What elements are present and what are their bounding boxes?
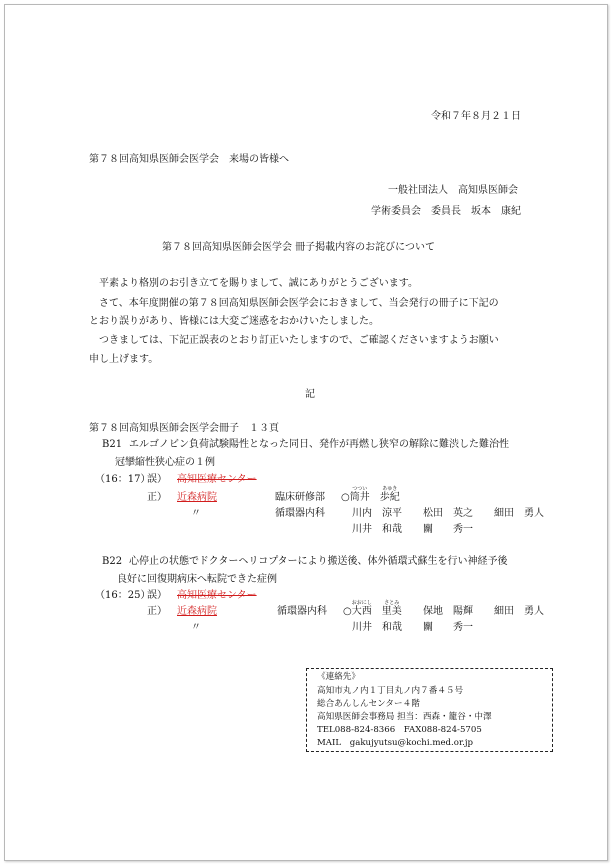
entry-b21-presenter bbox=[341, 486, 400, 504]
entry-b21-coauthor: 松田 英之 bbox=[423, 508, 473, 519]
contact-phone-fax: TEL088-824-8366 FAX088-824-5705 bbox=[317, 725, 482, 735]
entry-b22-wrong-label: 誤） bbox=[147, 590, 167, 601]
entry-b22-dept: 循環器内科 bbox=[277, 606, 327, 617]
sender-organization: 一般社団法人 高知県医師会 bbox=[388, 185, 518, 196]
contact-box bbox=[306, 668, 553, 752]
body-line-3: とおり誤りがあり、皆様には大変ご迷惑をおかけいたしました。 bbox=[89, 316, 379, 327]
contact-heading: 《連絡先》 bbox=[317, 672, 360, 682]
document-page bbox=[4, 4, 608, 861]
addressee: 第７８回高知県医師会医学会 来場の皆様へ bbox=[89, 154, 289, 165]
entry-b22-presenter bbox=[343, 600, 402, 618]
entry-b22-title-line2: 良好に回復期病床へ転院できた症例 bbox=[117, 574, 277, 585]
entry-b21-correct-label: 正） bbox=[147, 492, 167, 503]
ki-heading: 記 bbox=[305, 389, 315, 400]
presenter-surname-ruby: つつい bbox=[352, 486, 368, 492]
presenter-surname: おおにし 大西 bbox=[351, 600, 372, 617]
presenter-mark: ○ bbox=[343, 606, 352, 617]
entry-b22-correct-label: 正） bbox=[147, 606, 167, 617]
entry-b21-ditto: 〃 bbox=[191, 508, 201, 519]
entry-b22-id: B22 bbox=[102, 556, 123, 567]
entry-b21-coauthor: 川内 涼平 bbox=[352, 508, 402, 519]
contact-office: 高知県医師会事務局 担当：西森・籠谷・中澤 bbox=[317, 712, 492, 722]
entry-b22-coauthor: 關 秀一 bbox=[423, 622, 473, 633]
contact-email: MAIL gakujyutsu@kochi.med.or.jp bbox=[317, 738, 474, 748]
presenter-surname-ruby: おおにし bbox=[351, 600, 372, 606]
entry-b21-correct-value: 近森病院 bbox=[177, 492, 217, 503]
presenter-mark: ○ bbox=[341, 492, 350, 503]
presenter-given-name: あゆき 歩紀 bbox=[379, 486, 400, 503]
contact-address-2: 総合あんしんセンター４階 bbox=[317, 699, 420, 709]
entry-b21-coauthor: 關 秀一 bbox=[423, 524, 473, 535]
entry-b21-dept-1: 臨床研修部 bbox=[275, 492, 325, 503]
entry-b21-coauthor: 細田 勇人 bbox=[494, 508, 544, 519]
entry-b21-title-line2: 冠攣縮性狭心症の１例 bbox=[115, 457, 215, 468]
entry-b21-time: （16：17） bbox=[95, 474, 151, 485]
booklet-reference: 第７８回高知県医師会医学会冊子 １３頁 bbox=[89, 423, 279, 434]
entry-b21-dept-2: 循環器内科 bbox=[275, 508, 325, 519]
entry-b22-coauthor: 細田 勇人 bbox=[494, 606, 544, 617]
entry-b22-title-line1: 心停止の状態でドクターヘリコプターにより搬送後、体外循環式蘇生を行い神経予後 bbox=[129, 556, 508, 567]
entry-b21-wrong-label: 誤） bbox=[147, 474, 167, 485]
issue-date: 令和７年８月２１日 bbox=[431, 111, 521, 122]
sender-person: 学術委員会 委員長 坂本 康紀 bbox=[371, 206, 521, 217]
entry-b22-wrong-value: 高知医療センター bbox=[177, 590, 257, 601]
entry-b21-id: B21 bbox=[102, 439, 123, 450]
entry-b22-time: （16：25） bbox=[95, 590, 151, 601]
presenter-surname: つつい 筒井 bbox=[349, 486, 370, 503]
body-line-5: 申し上げます。 bbox=[89, 354, 159, 365]
contact-address-1: 高知市丸ノ内１丁目丸ノ内７番４５号 bbox=[317, 686, 464, 696]
entry-b22-coauthor: 保地 陽輝 bbox=[423, 606, 473, 617]
entry-b21-wrong-value: 高知医療センター bbox=[177, 474, 257, 485]
body-line-4: つきましては、下記正誤表のとおり訂正いたしますので、ご確認くださいますようお願い bbox=[99, 335, 499, 346]
entry-b21-coauthor: 川井 和哉 bbox=[352, 524, 402, 535]
presenter-given-ruby: さとみ bbox=[384, 600, 400, 606]
subject-line: 第７８回高知県医師会医学会 冊子掲載内容のお詫びについて bbox=[162, 242, 435, 253]
body-line-2: さて、本年度開催の第７８回高知県医師会医学会におきまして、当会発行の冊子に下記の bbox=[99, 298, 499, 309]
entry-b22-ditto: 〃 bbox=[191, 622, 201, 633]
presenter-given-ruby: あゆき bbox=[382, 486, 398, 492]
presenter-given-name: さとみ 里美 bbox=[381, 600, 402, 617]
entry-b21-title-line1: エルゴノビン負荷試験陽性となった同日、発作が再燃し狭窄の解除に難渋した難治性 bbox=[129, 439, 509, 450]
entry-b22-coauthor: 川井 和哉 bbox=[352, 622, 402, 633]
body-line-1: 平素より格別のお引き立てを賜りまして、誠にありがとうございます。 bbox=[99, 278, 418, 289]
entry-b22-correct-value: 近森病院 bbox=[177, 606, 217, 617]
